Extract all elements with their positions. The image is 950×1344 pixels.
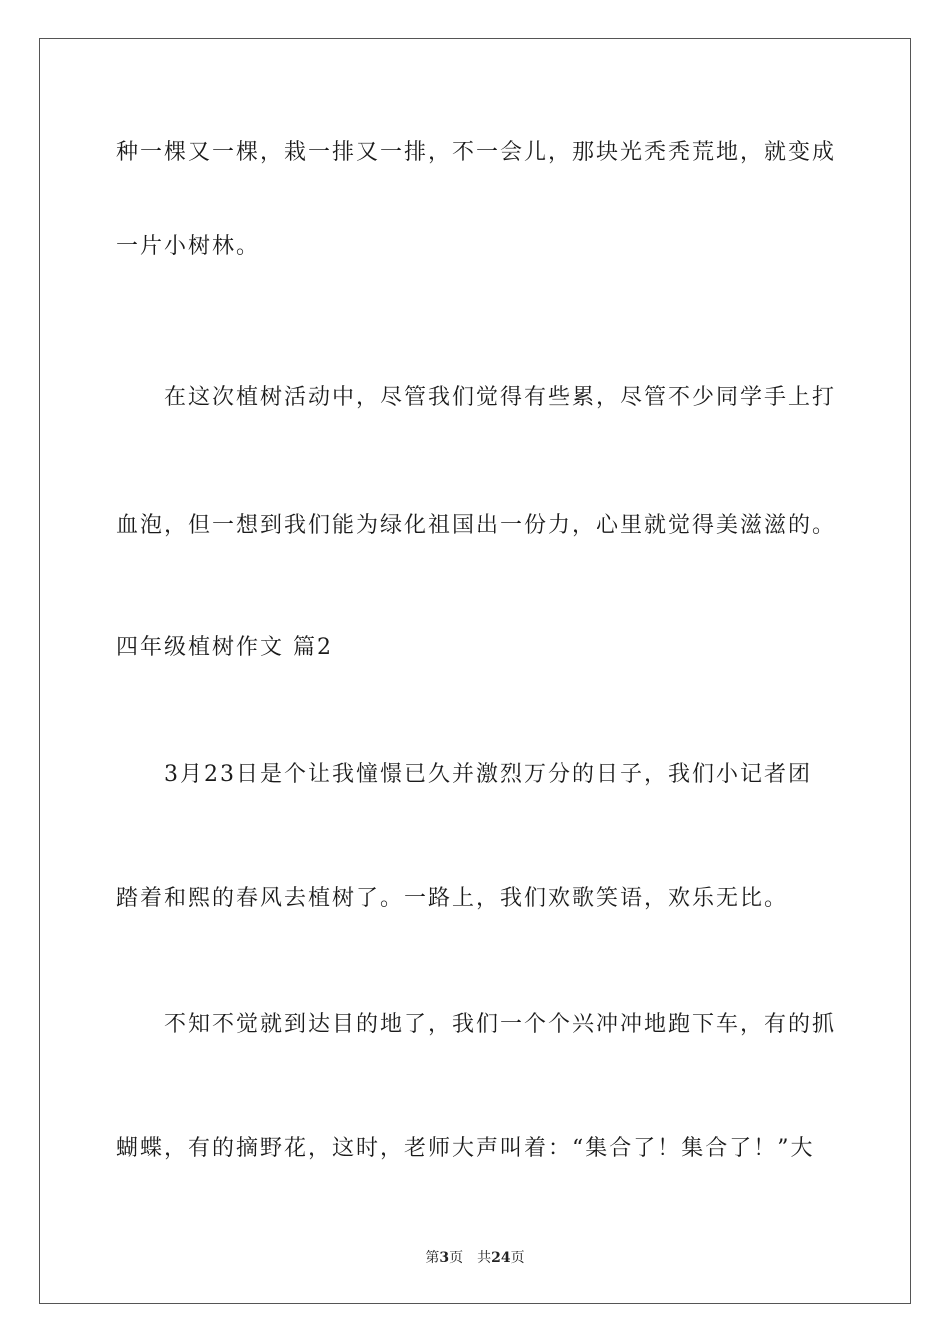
footer-page-number: 3 [439, 1250, 450, 1266]
page-frame [39, 38, 911, 1304]
footer-page-prefix: 第 [425, 1250, 440, 1266]
text-line-6: 3月23日是个让我憧憬已久并激烈万分的日子，我们小记者团 [164, 762, 812, 787]
text-line-1: 种一棵又一棵，栽一排又一排，不一会儿，那块光秃秃荒地，就变成 [116, 140, 837, 165]
text-line-4: 血泡，但一想到我们能为绿化祖国出一份力，心里就觉得美滋滋的。 [116, 513, 837, 538]
text-line-8: 不知不觉就到达目的地了，我们一个个兴冲冲地跑下车，有的抓 [164, 1012, 837, 1037]
text-line-9: 蝴蝶，有的摘野花，这时，老师大声叫着：“集合了！集合了！”大 [116, 1136, 815, 1161]
text-line-7: 踏着和熙的春风去植树了。一路上，我们欢歌笑语，欢乐无比。 [116, 886, 789, 911]
page-footer [0, 1248, 950, 1268]
text-line-3: 在这次植树活动中，尽管我们觉得有些累，尽管不少同学手上打 [164, 385, 837, 410]
footer-total-suffix: 页 [510, 1250, 525, 1266]
section-heading: 四年级植树作文 篇2 [116, 635, 333, 660]
text-line-2: 一片小树林。 [116, 234, 261, 259]
footer-page-suffix: 页 [449, 1250, 464, 1266]
footer-total-prefix: 共 [477, 1250, 492, 1266]
footer-total-pages: 24 [491, 1250, 511, 1266]
